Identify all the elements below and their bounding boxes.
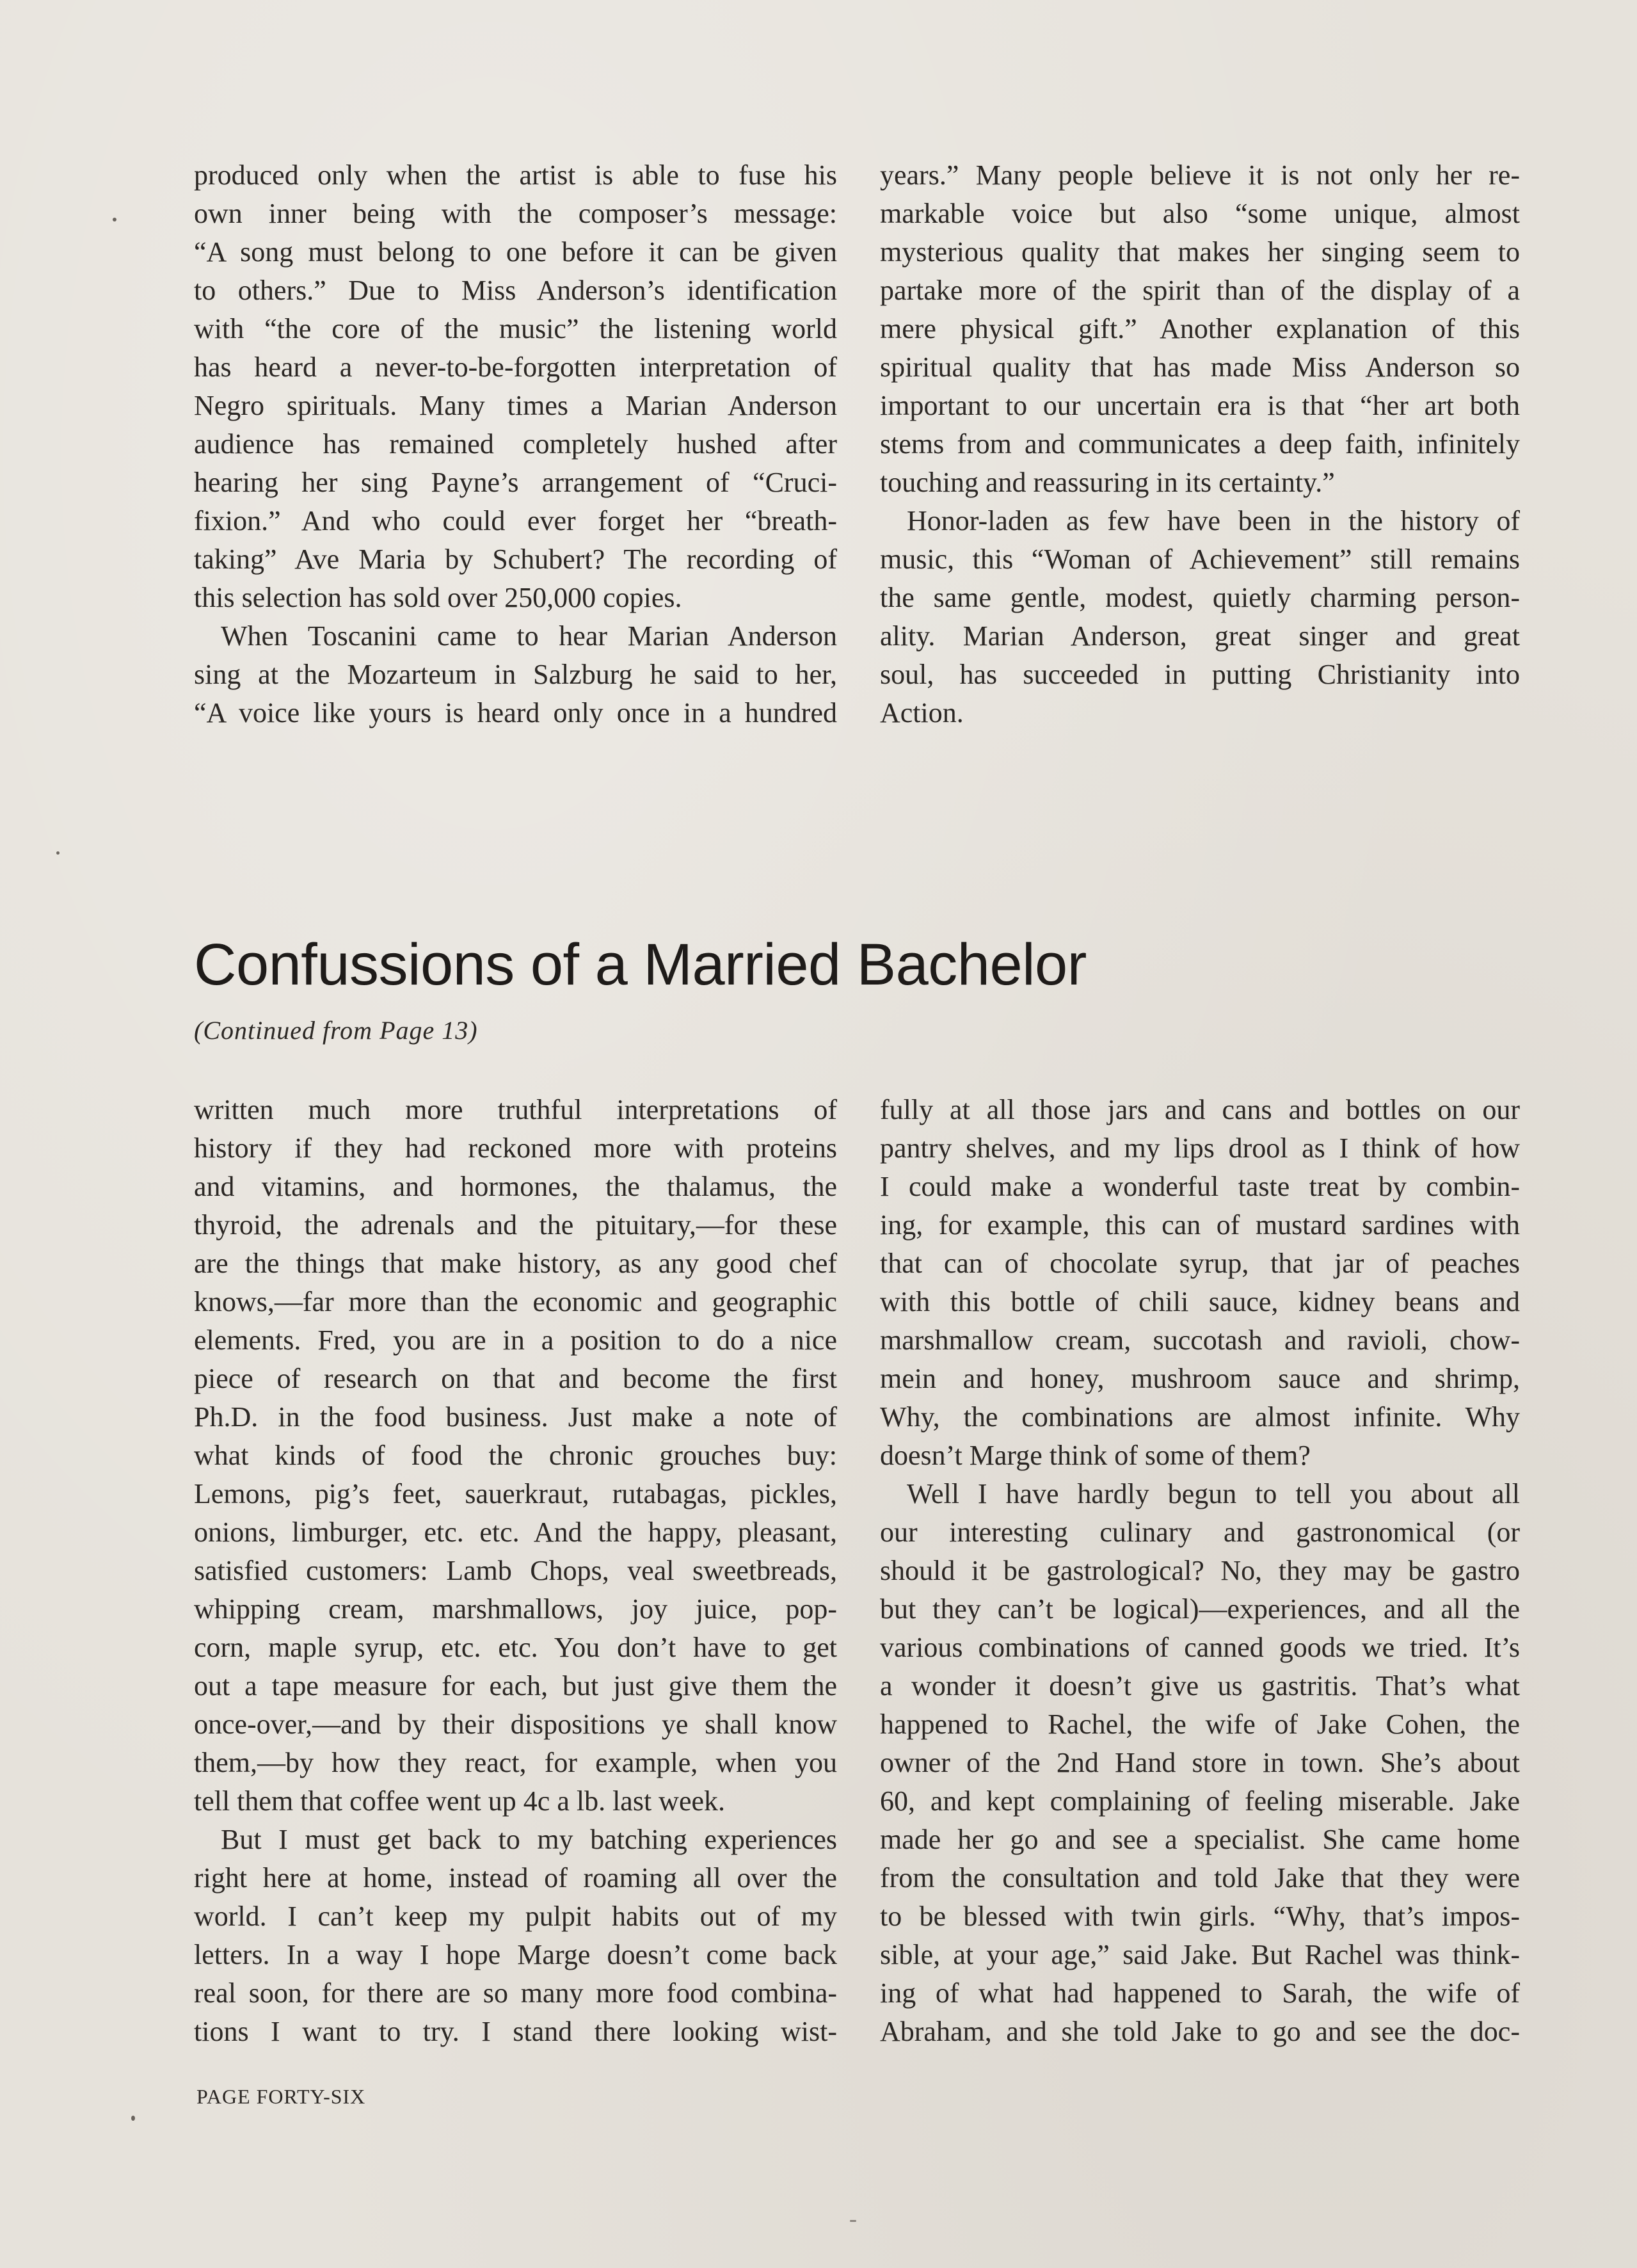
text-line: Negro spirituals. Many times a Marian Anderson	[194, 390, 837, 421]
anderson-article-column-right	[880, 156, 1520, 732]
article-title: Confussions of a Married Bachelor	[194, 932, 1087, 997]
text-line: and vitamins, and hormones, the thalamus, the	[194, 1171, 837, 1202]
text-line: Action.	[880, 697, 964, 728]
text-line: pantry shelves, and my lips drool as I think of how	[880, 1132, 1520, 1164]
text-line: mein and honey, mushroom sauce and shrimp,	[880, 1363, 1520, 1394]
text-line: once-over,—and by their dispositions ye shall know	[194, 1709, 837, 1740]
text-line: 60, and kept complaining of feeling miserable. Jake	[880, 1785, 1520, 1817]
bachelor-article-column-left	[194, 1091, 837, 2051]
text-line: ing of what had happened to Sarah, the wife of	[880, 1977, 1520, 2009]
text-line: tell them that coffee went up 4c a lb. last week.	[194, 1785, 726, 1817]
text-line: world. I can’t keep my pulpit habits out of my	[194, 1901, 837, 1932]
page-number-footer: PAGE FORTY-SIX	[196, 2085, 366, 2108]
text-line: are the things that make history, as any good chef	[194, 1248, 837, 1279]
text-line: this selection has sold over 250,000 copies.	[194, 582, 682, 613]
text-line: but they can’t be logical)—experiences, and all the	[880, 1593, 1520, 1625]
paper-speck	[850, 2220, 856, 2222]
text-line: doesn’t Marge think of some of them?	[880, 1440, 1311, 1471]
text-line: mysterious quality that makes her singing seem to	[880, 236, 1520, 268]
text-line: to others.” Due to Miss Anderson’s identification	[194, 275, 837, 306]
text-line: onions, limburger, etc. etc. And the happy, pleasant,	[194, 1516, 837, 1548]
text-line: satisfied customers: Lamb Chops, veal sweetbreads,	[194, 1555, 837, 1586]
text-line: Lemons, pig’s feet, sauerkraut, rutabagas, pickles,	[194, 1478, 837, 1509]
text-line: a wonder it doesn’t give us gastritis. That’s what	[880, 1670, 1520, 1701]
bachelor-article-column-right	[880, 1091, 1520, 2051]
continued-note: (Continued from Page 13)	[194, 1016, 478, 1045]
text-line: Honor-laden as few have been in the history of	[907, 505, 1520, 536]
text-line: thyroid, the adrenals and the pituitary,—for these	[194, 1209, 837, 1241]
text-line: piece of research on that and become the first	[194, 1363, 837, 1394]
text-line: elements. Fred, you are in a position to do a nice	[194, 1324, 837, 1356]
text-line: Well I have hardly begun to tell you about all	[907, 1478, 1520, 1509]
text-line: with this bottle of chili sauce, kidney beans and	[880, 1286, 1520, 1317]
text-line: fixion.” And who could ever forget her “breath-	[194, 505, 837, 536]
text-line: with “the core of the music” the listening world	[194, 313, 837, 344]
text-line: “A voice like yours is heard only once in a hundred	[194, 697, 837, 728]
text-line: produced only when the artist is able to fuse his	[194, 159, 837, 191]
text-line: from the consultation and told Jake that they were	[880, 1862, 1520, 1894]
text-line: our interesting culinary and gastronomical (or	[880, 1516, 1520, 1548]
text-line: years.” Many people believe it is not only her re-	[880, 159, 1520, 191]
text-line: ality. Marian Anderson, great singer and great	[880, 620, 1520, 652]
paper-speck	[56, 851, 60, 855]
text-line: sing at the Mozarteum in Salzburg he said to her,	[194, 659, 837, 690]
text-line: soul, has succeeded in putting Christianity into	[880, 659, 1520, 690]
paper-speck	[131, 2116, 135, 2121]
text-line: fully at all those jars and cans and bottles on our	[880, 1094, 1520, 1125]
text-line: whipping cream, marshmallows, joy juice, pop-	[194, 1593, 837, 1625]
text-line: I could make a wonderful taste treat by combin-	[880, 1171, 1520, 1202]
text-line: made her go and see a specialist. She came home	[880, 1824, 1520, 1855]
text-line: happened to Rachel, the wife of Jake Cohen, the	[880, 1709, 1520, 1740]
text-line: to be blessed with twin girls. “Why, that’s impos-	[880, 1901, 1520, 1932]
text-line: taking” Ave Maria by Schubert? The recording of	[194, 543, 837, 575]
text-line: various combinations of canned goods we tried. It’s	[880, 1632, 1520, 1663]
text-line: tions I want to try. I stand there looking wist-	[194, 2016, 837, 2047]
text-line: ing, for example, this can of mustard sardines with	[880, 1209, 1520, 1241]
text-line: own inner being with the composer’s message:	[194, 198, 837, 229]
text-line: should it be gastrological? No, they may be gastro	[880, 1555, 1520, 1586]
text-line: spiritual quality that has made Miss Anderson so	[880, 351, 1520, 383]
text-line: real soon, for there are so many more food combina-	[194, 1977, 837, 2009]
text-line: what kinds of food the chronic grouches buy:	[194, 1440, 837, 1471]
text-line: has heard a never-to-be-forgotten interpretation of	[194, 351, 837, 383]
text-line: Ph.D. in the food business. Just make a note of	[194, 1401, 837, 1433]
text-line: right here at home, instead of roaming all over the	[194, 1862, 837, 1894]
text-line: stems from and communicates a deep faith, infinitely	[880, 428, 1520, 460]
text-line: letters. In a way I hope Marge doesn’t come back	[194, 1939, 837, 1970]
text-line: audience has remained completely hushed after	[194, 428, 837, 460]
anderson-article-column-left	[194, 156, 837, 732]
text-line: partake more of the spirit than of the display of a	[880, 275, 1520, 306]
text-line: that can of chocolate syrup, that jar of peaches	[880, 1248, 1520, 1279]
text-line: When Toscanini came to hear Marian Anderson	[221, 620, 837, 652]
text-line: corn, maple syrup, etc. etc. You don’t have to get	[194, 1632, 837, 1663]
text-line: important to our uncertain era is that “her art both	[880, 390, 1520, 421]
text-line: sible, at your age,” said Jake. But Rachel was think-	[880, 1939, 1520, 1970]
text-line: hearing her sing Payne’s arrangement of “Cruci-	[194, 467, 837, 498]
text-line: mere physical gift.” Another explanation of this	[880, 313, 1520, 344]
text-line: “A song must belong to one before it can be given	[194, 236, 837, 268]
text-line: history if they had reckoned more with proteins	[194, 1132, 837, 1164]
text-line: touching and reassuring in its certainty.”	[880, 467, 1335, 498]
text-line: Why, the combinations are almost infinite. Why	[880, 1401, 1520, 1433]
text-line: knows,—far more than the economic and geographic	[194, 1286, 837, 1317]
text-line: markable voice but also “some unique, almost	[880, 198, 1520, 229]
text-line: music, this “Woman of Achievement” still remains	[880, 543, 1520, 575]
paper-speck	[113, 218, 116, 221]
text-line: owner of the 2nd Hand store in town. She’s about	[880, 1747, 1520, 1778]
text-line: marshmallow cream, succotash and ravioli, chow-	[880, 1324, 1520, 1356]
text-line: out a tape measure for each, but just give them the	[194, 1670, 837, 1701]
text-line: written much more truthful interpretations of	[194, 1094, 837, 1125]
text-line: the same gentle, modest, quietly charming person-	[880, 582, 1520, 613]
text-line: But I must get back to my batching experiences	[221, 1824, 837, 1855]
text-line: them,—by how they react, for example, when you	[194, 1747, 837, 1778]
text-line: Abraham, and she told Jake to go and see the doc-	[880, 2016, 1520, 2047]
